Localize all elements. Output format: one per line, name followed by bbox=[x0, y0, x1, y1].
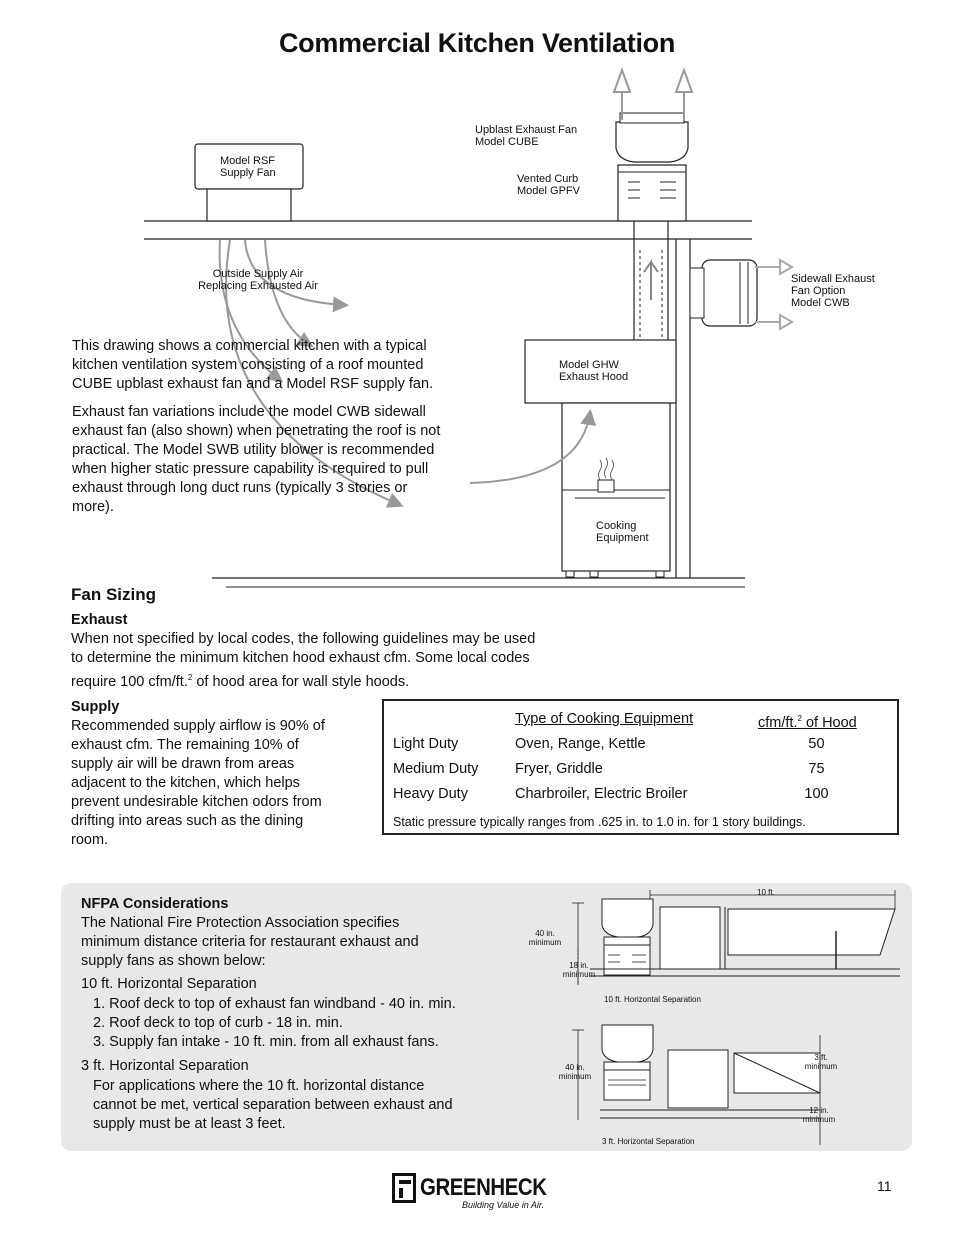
cooking-equipment-table bbox=[382, 699, 899, 835]
nfpa-sub2-paragraph bbox=[93, 1077, 453, 1134]
table-footnote: Static pressure typically ranges from .625 in. to 1.0 in. for 1 story buildings. bbox=[393, 815, 806, 829]
cwb-label-line-1: Sidewall Exhaust bbox=[791, 273, 875, 285]
fig2-40in-line: 40 in. bbox=[565, 1063, 585, 1072]
rsf-fan-base bbox=[207, 189, 291, 221]
table-row-cfm: 100 bbox=[804, 786, 829, 802]
nfpa-sub1: 10 ft. Horizontal Separation bbox=[81, 976, 257, 992]
cooking-label-line-1: Cooking bbox=[596, 520, 637, 532]
vented-curb bbox=[618, 165, 686, 221]
intro-paragraph-1 bbox=[72, 337, 433, 394]
greenheck-logo-mark bbox=[392, 1173, 416, 1203]
table-header-cfm bbox=[758, 710, 857, 732]
nfpa-list-item: 2. Roof deck to top of curb - 18 in. min. bbox=[93, 1015, 343, 1031]
superscript: 2 bbox=[187, 673, 193, 682]
supply-line: exhaust cfm. The remaining 10% of bbox=[71, 737, 299, 753]
air-label bbox=[190, 268, 326, 292]
rsf-label-line-1: Model RSF bbox=[220, 155, 276, 167]
cwb-label-line-2: Fan Option bbox=[791, 285, 846, 297]
exhaust-line: to determine the minimum kitchen hood exhaust cfm. Some local codes bbox=[71, 650, 530, 666]
intro-p2-line: Exhaust fan variations include the model CWB sidewall bbox=[72, 404, 426, 420]
table-row-cfm: 50 bbox=[808, 736, 825, 752]
fig1-40in-line: minimum bbox=[528, 938, 562, 947]
supply-line: prevent undesirable kitchen odors from bbox=[71, 794, 322, 810]
cube-fan bbox=[616, 122, 688, 162]
supply-line: Recommended supply airflow is 90% of bbox=[71, 718, 325, 734]
fig2-3ft-line: minimum bbox=[804, 1062, 838, 1071]
page-number: 11 bbox=[877, 1178, 892, 1194]
superscript: 2 bbox=[797, 714, 802, 723]
intro-p2-line: more). bbox=[72, 499, 114, 515]
cwb-fan bbox=[702, 260, 757, 326]
supply-line: adjacent to the kitchen, which helps bbox=[71, 775, 300, 791]
cooking-label bbox=[596, 520, 649, 544]
supply-paragraph bbox=[71, 717, 325, 850]
fig2-3ft-line: 3 ft. bbox=[814, 1053, 828, 1062]
nfpa-heading: NFPA Considerations bbox=[81, 896, 229, 912]
brand-tagline: Building Value in Air. bbox=[462, 1200, 545, 1210]
fig1-40in-line: 40 in. bbox=[535, 929, 555, 938]
intro-p1-line: CUBE upblast exhaust fan and a Model RSF supply fan. bbox=[72, 376, 434, 392]
nfpa-intro bbox=[81, 914, 419, 971]
intro-p1-line: This drawing shows a commercial kitchen with a typical bbox=[72, 338, 427, 354]
cube-label-line-2: Model CUBE bbox=[475, 136, 539, 148]
brand-name: GREENHECK bbox=[420, 1174, 547, 1201]
hood-label-line-2: Exhaust Hood bbox=[559, 371, 629, 383]
rsf-label bbox=[220, 155, 276, 179]
curb-label-line-1: Vented Curb bbox=[517, 173, 579, 185]
fig2-40in-line: minimum bbox=[558, 1072, 592, 1081]
curb-label bbox=[517, 173, 580, 197]
page-title: Commercial Kitchen Ventilation bbox=[278, 28, 676, 58]
exhaust-line-part: of hood area for wall style hoods. bbox=[192, 673, 410, 690]
curb-label-line-2: Model GPFV bbox=[517, 185, 580, 197]
table-row-equipment: Oven, Range, Kettle bbox=[515, 736, 646, 752]
intro-p1-line: kitchen ventilation system consisting of a roof mounted bbox=[72, 357, 424, 373]
nfpa-sub2-line: supply must be at least 3 feet. bbox=[93, 1116, 286, 1132]
fig2-40in bbox=[554, 1063, 596, 1081]
intro-p2-line: when higher static pressure capability is required to pull bbox=[72, 461, 429, 477]
fig1-18in-line: minimum bbox=[562, 970, 596, 979]
intro-p2-line: exhaust fan (also shown) when penetrating the roof is not bbox=[72, 423, 441, 439]
cube-label bbox=[475, 124, 577, 148]
cwb-label bbox=[791, 273, 875, 309]
table-row-equipment: Charbroiler, Electric Broiler bbox=[515, 786, 688, 802]
nfpa-intro-line: minimum distance criteria for restaurant exhaust and bbox=[81, 934, 419, 950]
intro-p2-line: practical. The Model SWB utility blower is recommended bbox=[72, 442, 435, 458]
exhaust-line bbox=[71, 668, 535, 692]
cube-label-line-1: Upblast Exhaust Fan bbox=[475, 124, 578, 136]
table-row-duty: Heavy Duty bbox=[393, 786, 468, 802]
fig1-18in bbox=[558, 961, 600, 979]
air-label-line-2: Replacing Exhausted Air bbox=[198, 280, 318, 292]
nfpa-sub2: 3 ft. Horizontal Separation bbox=[81, 1058, 249, 1074]
table-row-cfm: 75 bbox=[808, 761, 825, 777]
table-header-type: Type of Cooking Equipment bbox=[515, 711, 694, 727]
nfpa-sub2-line: cannot be met, vertical separation between exhaust and bbox=[93, 1097, 453, 1113]
supply-line: supply air will be drawn from areas bbox=[71, 756, 295, 772]
supply-heading: Supply bbox=[71, 699, 120, 715]
hood-label-line-1: Model GHW bbox=[559, 359, 619, 371]
fig2-12in-line: minimum bbox=[802, 1115, 836, 1124]
exhaust-heading: Exhaust bbox=[71, 612, 128, 628]
nfpa-list bbox=[93, 995, 456, 1052]
supply-line: room. bbox=[71, 832, 109, 848]
fig2-12in bbox=[796, 1106, 842, 1124]
rsf-label-line-2: Supply Fan bbox=[220, 167, 276, 179]
intro-paragraph-2 bbox=[72, 403, 440, 517]
fig2-12in-line: 12 in. bbox=[809, 1106, 829, 1115]
supply-line: drifting into areas such as the dining bbox=[71, 813, 304, 829]
cooking-label-line-2: Equipment bbox=[596, 532, 649, 544]
fig1-18in-line: 18 in. bbox=[569, 961, 589, 970]
nfpa-intro-line: The National Fire Protection Association specifies bbox=[81, 915, 400, 931]
table-row-duty: Medium Duty bbox=[393, 761, 479, 777]
fig1-caption: 10 ft. Horizontal Separation bbox=[604, 995, 701, 1004]
exhaust-line: When not specified by local codes, the following guidelines may be used bbox=[71, 631, 536, 647]
fig1-40in bbox=[524, 929, 566, 947]
nfpa-list-item: 3. Supply fan intake - 10 ft. min. from all exhaust fans. bbox=[93, 1034, 439, 1050]
table-row-equipment: Fryer, Griddle bbox=[515, 761, 603, 777]
exhaust-paragraph bbox=[71, 630, 535, 692]
hood-label bbox=[559, 359, 628, 383]
fig2-caption: 3 ft. Horizontal Separation bbox=[602, 1137, 695, 1146]
nfpa-sub2-line: For applications where the 10 ft. horizontal distance bbox=[93, 1078, 425, 1094]
fan-sizing-heading: Fan Sizing bbox=[71, 585, 156, 604]
table-header-cfm-part: cfm/ft. bbox=[758, 714, 798, 731]
exhaust-line-part: require 100 cfm/ft. bbox=[71, 673, 188, 690]
nfpa-list-item: 1. Roof deck to top of exhaust fan windband - 40 in. min. bbox=[93, 996, 456, 1012]
cwb-label-line-3: Model CWB bbox=[791, 297, 850, 309]
intro-p2-line: exhaust through long duct runs (typically 3 stories or bbox=[72, 480, 408, 496]
nfpa-intro-line: supply fans as shown below: bbox=[81, 953, 266, 969]
cooking-equipment bbox=[562, 403, 670, 571]
air-label-line-1: Outside Supply Air bbox=[212, 268, 304, 280]
fig2-3ft bbox=[798, 1053, 844, 1071]
fig1-10ft: 10 ft. bbox=[757, 888, 775, 897]
table-row-duty: Light Duty bbox=[393, 736, 459, 752]
nfpa-figures bbox=[520, 885, 905, 1145]
table-header-cfm-part: of Hood bbox=[801, 714, 857, 731]
